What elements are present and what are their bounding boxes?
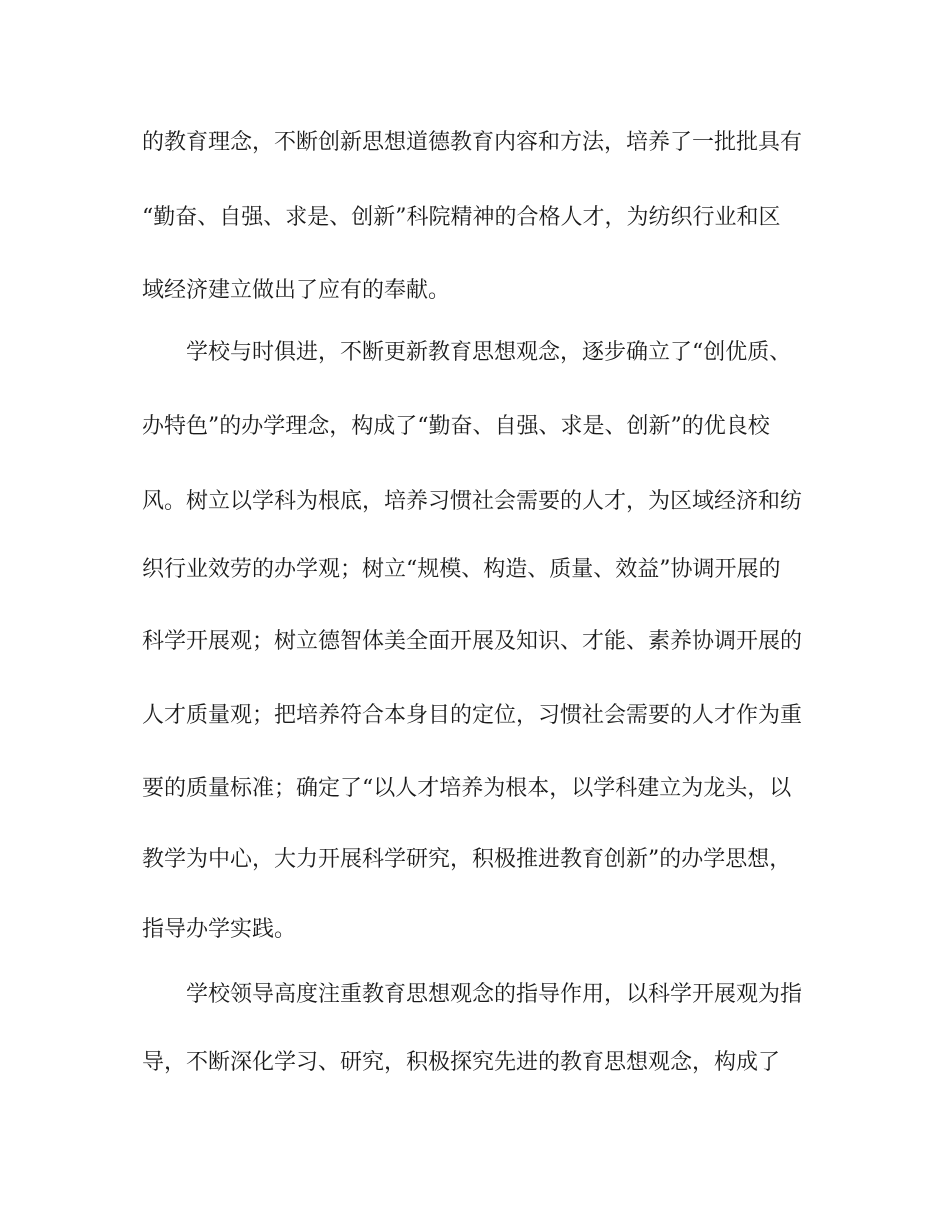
text-line: 织行业效劳的办学观；树立“规模、构造、质量、效益”协调开展的 [142, 557, 781, 582]
text-line: 域经济建立做出了应有的奉献。 [142, 278, 451, 303]
text-line: 导，不断深化学习、研究，积极探究先进的教育思想观念，构成了 [142, 1050, 781, 1075]
text-line: 教学为中心，大力开展科学研究，积极推进教育创新”的办学思想， [142, 847, 792, 872]
text-line: 要的质量标准；确定了“以人才培养为根本，以学科建立为龙头，以 [142, 776, 792, 801]
paragraph-first-line: 学校领导高度注重教育思想观念的指导作用，以科学开展观为指 [186, 982, 803, 1007]
text-line: 的教育理念，不断创新思想道德教育内容和方法，培养了一批批具有 [142, 130, 803, 155]
text-line: 风。树立以学科为根底，培养习惯社会需要的人才，为区域经济和纺 [142, 489, 803, 514]
text-line: 办特色”的办学理念，构成了“勤奋、自强、求是、创新”的优良校 [142, 414, 770, 439]
text-line: “勤奋、自强、求是、创新”科院精神的合格人才，为纺织行业和区 [142, 205, 781, 230]
text-line: 指导办学实践。 [142, 917, 297, 942]
text-line: 科学开展观；树立德智体美全面开展及知识、才能、素养协调开展的 [142, 629, 803, 654]
paragraph-first-line: 学校与时俱进，不断更新教育思想观念，逐步确立了“创优质、 [186, 340, 792, 365]
text-line: 人才质量观；把培养符合本身目的定位，习惯社会需要的人才作为重 [142, 703, 803, 728]
